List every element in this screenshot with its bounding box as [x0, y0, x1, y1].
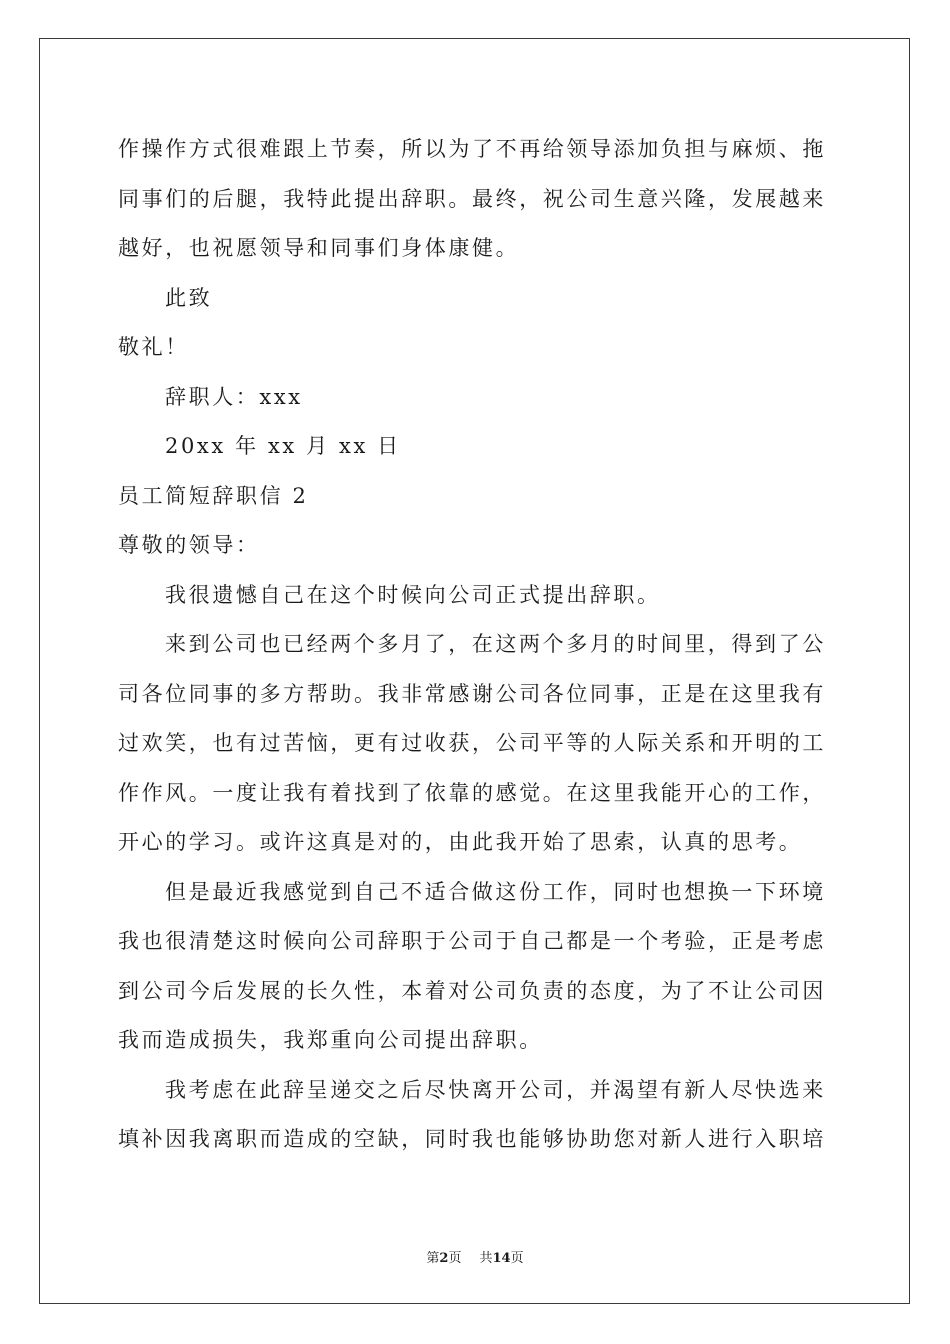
- page-number: 2: [439, 1251, 449, 1266]
- text-line: 填补因我离职而造成的空缺，同时我也能够协助您对新人进行入职培: [118, 1127, 826, 1151]
- text-line: 作作风。一度让我有着找到了依靠的感觉。在这里我能开心的工作，: [118, 780, 826, 805]
- total-prefix: 共: [479, 1251, 493, 1266]
- letter-body: [118, 125, 833, 1165]
- page-prefix: 第: [426, 1251, 440, 1266]
- closing-regards: 敬礼！: [118, 335, 189, 359]
- text-line: 同事们的后腿，我特此提出辞职。最终，祝公司生意兴隆，发展越来: [118, 186, 826, 211]
- section-heading: 员工简短辞职信 2: [118, 483, 309, 508]
- total-suffix: 页: [510, 1251, 524, 1266]
- text-line: 开心的学习。或许这真是对的，由此我开始了思索，认真的思考。: [118, 830, 803, 854]
- text-line: 司各位同事的多方帮助。我非常感谢公司各位同事，正是在这里我有: [118, 681, 826, 706]
- text-line: 作操作方式很难跟上节奏，所以为了不再给领导添加负担与麻烦、拖: [118, 137, 826, 161]
- text-line: 我也很清楚这时候向公司辞职于公司于自己都是一个考验，正是考虑: [118, 929, 826, 953]
- text-line: 来到公司也已经两个多月了，在这两个多月的时间里，得到了公: [165, 632, 826, 656]
- letter-date: 20xx 年 xx 月 xx 日: [165, 434, 401, 458]
- signatory: 辞职人：xxx: [165, 384, 303, 409]
- text-line: 越好，也祝愿领导和同事们身体康健。: [118, 236, 520, 260]
- page-suffix: 页: [448, 1251, 462, 1266]
- closing-salutation: 此致: [165, 285, 213, 310]
- total-pages: 14: [492, 1251, 511, 1266]
- letter-greeting: 尊敬的领导：: [118, 533, 260, 557]
- text-line: 但是最近我感觉到自己不适合做这份工作，同时也想换一下环境: [165, 879, 826, 904]
- text-line: 我而造成损失，我郑重向公司提出辞职。: [118, 1028, 543, 1052]
- text-line: 到公司今后发展的长久性，本着对公司负责的态度，为了不让公司因: [118, 978, 826, 1003]
- text-line: 我考虑在此辞呈递交之后尽快离开公司，并渴望有新人尽快选来: [165, 1077, 826, 1102]
- text-line: 我很遗憾自己在这个时候向公司正式提出辞职。: [165, 582, 661, 607]
- page-footer: [0, 1247, 950, 1266]
- text-line: 过欢笑，也有过苦恼，更有过收获，公司平等的人际关系和开明的工: [118, 731, 826, 755]
